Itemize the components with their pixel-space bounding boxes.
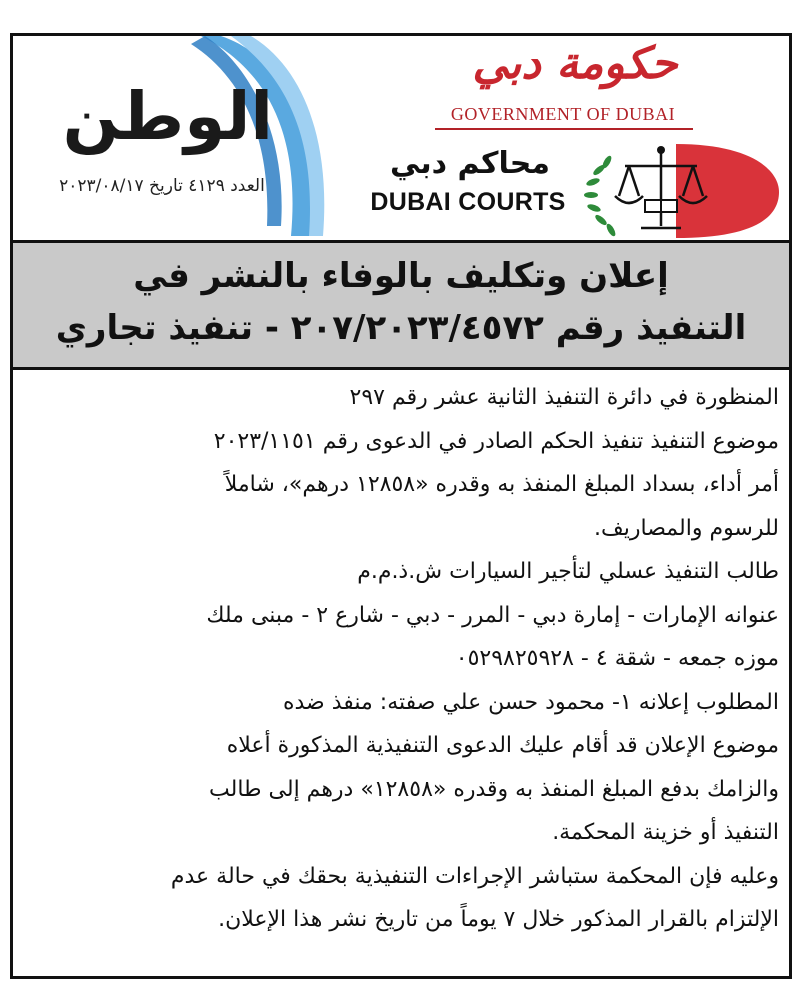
title-line-1: إعلان وتكليف بالوفاء بالنشر في [133, 256, 669, 296]
newspaper-logo: الوطن [62, 78, 273, 155]
body-line: موضوع التنفيذ تنفيذ الحكم الصادر في الدعوى رقم ٢٠٢٣/١١٥١ [213, 428, 779, 454]
government-logo-underline [435, 128, 693, 130]
body-line: التنفيذ أو خزينة المحكمة. [552, 820, 779, 845]
courts-logo-english: DUBAI COURTS [370, 188, 566, 216]
body-line: موزه جمعه - شقة ٤ - ٠٥٢٩٨٢٥٩٢٨ [455, 646, 779, 671]
body-line: والزامك بدفع المبلغ المنفذ به وقدره «١٢٨٥٨» درهم إلى طالب [209, 776, 779, 802]
body-line: عنوانه الإمارات - إمارة دبي - المرر - دبي - شارع ٢ - مبنى ملك [206, 602, 779, 628]
government-logo-arabic: حكومة دبي [472, 38, 678, 89]
body-line: المنظورة في دائرة التنفيذ الثانية عشر رقم ٢٩٧ [349, 385, 779, 410]
announcement-title [13, 240, 789, 370]
scales-of-justice-icon [581, 140, 781, 240]
body-line: للرسوم والمصاريف. [594, 515, 779, 541]
body-line: أمر أداء، بسداد المبلغ المنفذ به وقدره «١٢٨٥٨ درهم»، شاملاً [224, 472, 779, 497]
government-logo-english: GOVERNMENT OF DUBAI [450, 104, 676, 124]
announcement-frame [10, 33, 792, 979]
title-line-2: التنفيذ رقم ٢٠٧/٢٠٢٣/٤٥٧٢ - تنفيذ تجاري [55, 308, 747, 348]
issue-date-line: العدد ٤١٢٩ تاريخ ٢٠٢٣/٠٨/١٧ [59, 176, 265, 196]
body-line: موضوع الإعلان قد أقام عليك الدعوى التنفيذية المذكورة أعلاه [226, 733, 779, 758]
body-line: طالب التنفيذ عسلي لتأجير السيارات ش.ذ.م.م [357, 559, 779, 584]
courts-logo-arabic: محاكم دبي [390, 146, 550, 181]
header [13, 36, 789, 240]
announcement-body [23, 376, 779, 942]
body-line: الإلتزام بالقرار المذكور خلال ٧ يوماً من تاريخ نشر هذا الإعلان. [218, 907, 779, 932]
body-line: وعليه فإن المحكمة ستباشر الإجراءات التنفيذية بحقك في حالة عدم [170, 863, 779, 889]
body-line: المطلوب إعلانه ١- محمود حسن علي صفته: منفذ ضده [282, 689, 779, 715]
